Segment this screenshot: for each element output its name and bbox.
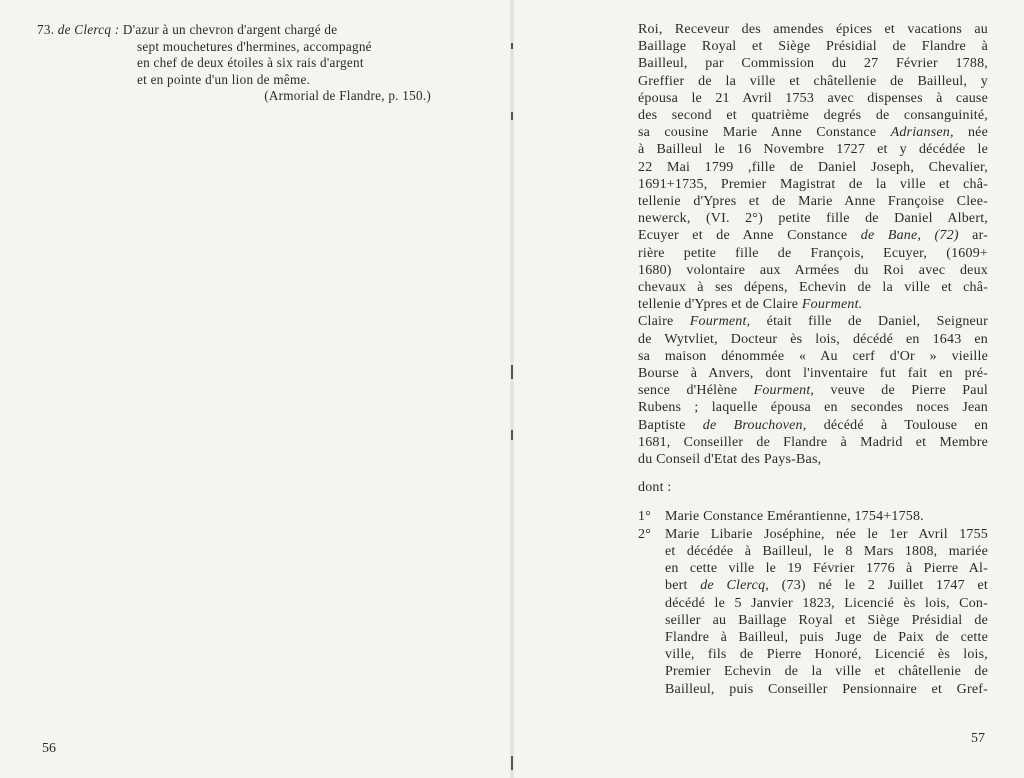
- text-line: 1681, Conseiller de Flandre à Madrid et Membre: [638, 434, 988, 450]
- text-line: sence d'Hélène Fourment, veuve de Pierre Paul: [638, 383, 988, 399]
- scan-mark: [511, 112, 513, 120]
- page-number-right: 57: [971, 731, 985, 746]
- body-text: [638, 21, 988, 698]
- scan-mark: [511, 43, 513, 49]
- text-line: seiller au Baillage Royal et Siège Présidial de: [665, 612, 988, 628]
- item-content: [665, 508, 988, 525]
- footnote-source: (Armorial de Flandre, p. 150.): [264, 88, 431, 104]
- text-line: en cette ville le 19 Février 1776 à Pierre Al-: [665, 561, 988, 577]
- list-item: [638, 508, 988, 525]
- italic-name: Fourment.: [801, 297, 863, 313]
- text-line: Bourse à Anvers, dont l'inventaire fut fait en pré-: [638, 366, 988, 382]
- italic-name: Fourment,: [689, 314, 751, 330]
- children-list: [638, 508, 988, 697]
- scan-mark: [511, 365, 513, 379]
- text-line: tellenie d'Ypres et de Marie Anne Françoise Clee-: [638, 194, 988, 210]
- scan-mark: [511, 756, 513, 770]
- text-line: des second et quatrième degrés de consanguinité,: [638, 108, 988, 124]
- text-line: Bailleul, puis Conseiller Pensionnaire et Gref-: [665, 681, 988, 697]
- italic-name: de Brouchoven,: [702, 417, 807, 433]
- text-line: Marie Libarie Joséphine, née le 1er Avril 1755: [665, 526, 988, 542]
- text-line: rière petite fille de François, Ecuyer, (1609+: [638, 245, 988, 261]
- page-number-left: 56: [42, 741, 56, 756]
- footnote-line: sept mouchetures d'hermines, accompagné: [137, 38, 372, 54]
- text-line: 1691+1735, Premier Magistrat de la ville et châ-: [638, 176, 988, 192]
- text-line: Claire Fourment, était fille de Daniel, Seigneur: [638, 314, 988, 330]
- text-line: ville, fils de Pierre Honoré, Licencié ès lois,: [665, 647, 988, 663]
- text-line: décédé le 5 Janvier 1823, Licencié ès lois, Con-: [665, 595, 988, 611]
- text-line: chevaux à ses dépens, Echevin de la ville et châ-: [638, 280, 988, 296]
- text-line: Premier Echevin de la ville et châtellenie de: [665, 664, 988, 680]
- italic-name: de Bane, (72): [860, 228, 959, 244]
- footnote-number: 73.: [37, 22, 55, 37]
- text-line: newerck, (VI. 2°) petite fille de Daniel Albert,: [638, 211, 988, 227]
- dont-label: dont :: [638, 480, 672, 496]
- footnote-line: D'azur à un chevron d'argent chargé de: [122, 22, 338, 37]
- list-item: [638, 526, 988, 698]
- text-line: de Wytvliet, Docteur ès lois, décédé en 1643 en: [638, 331, 988, 347]
- text-line: Rubens ; laquelle épousa en secondes noces Jean: [638, 400, 988, 416]
- heraldry-footnote: [37, 22, 437, 105]
- text-line: Greffier de la ville et châtellenie de Bailleul, y: [638, 73, 988, 89]
- italic-name: Adriansen,: [890, 125, 954, 141]
- text-line: Ecuyer et de Anne Constance de Bane, (72) ar-: [638, 228, 989, 244]
- item-marker: 2°: [638, 526, 651, 542]
- text-line: Roi, Receveur des amendes épices et vacations au: [638, 22, 988, 37]
- footnote-first-line: [37, 22, 437, 39]
- scan-mark: [511, 430, 513, 440]
- text-line: 1680) volontaire aux Armées du Roi avec deux: [638, 262, 988, 278]
- text-line: Baptiste de Brouchoven, décédé à Toulouse en: [638, 417, 989, 433]
- paragraph-fourment: [638, 313, 988, 468]
- italic-name: de Clercq,: [700, 578, 769, 594]
- text-line: sa cousine Marie Anne Constance Adriansen, née: [638, 125, 988, 141]
- text-line: Marie Constance Emérantienne, 1754+1758.: [665, 509, 924, 525]
- text-line: du Conseil d'Etat des Pays-Bas,: [638, 452, 822, 468]
- text-line: et décédée à Bailleul, le 8 Mars 1808, mariée: [665, 543, 988, 559]
- footnote-line: et en pointe d'un lion de même.: [137, 71, 311, 87]
- footnote-line: en chef de deux étoiles à six rais d'argent: [137, 55, 364, 71]
- text-line: Baillage Royal et Siège Présidial de Flandre à: [638, 39, 988, 55]
- text-line: épousa le 21 Avril 1753 avec dispenses à cause: [638, 90, 988, 106]
- italic-name: Fourment,: [753, 383, 815, 399]
- text-line: tellenie d'Ypres et de Claire Fourment.: [638, 297, 863, 313]
- text-line: bert de Clercq, (73) né le 2 Juillet 1747 et: [665, 578, 988, 594]
- footnote-name: de Clercq :: [57, 22, 120, 37]
- text-line: Bailleul, par Commission du 27 Février 1788,: [638, 56, 988, 72]
- text-line: 22 Mai 1799 ,fille de Daniel Joseph, Chevalier,: [638, 159, 988, 175]
- text-line: à Bailleul le 16 Novembre 1727 et y décédée le: [638, 142, 988, 158]
- item-content: [665, 526, 988, 698]
- text-line: Flandre à Bailleul, puis Juge de Paix de cette: [665, 629, 988, 645]
- item-marker: 1°: [638, 509, 651, 525]
- text-line: sa maison dénommée « Au cerf d'Or » vieille: [638, 348, 988, 364]
- paragraph-marriage: [638, 21, 988, 313]
